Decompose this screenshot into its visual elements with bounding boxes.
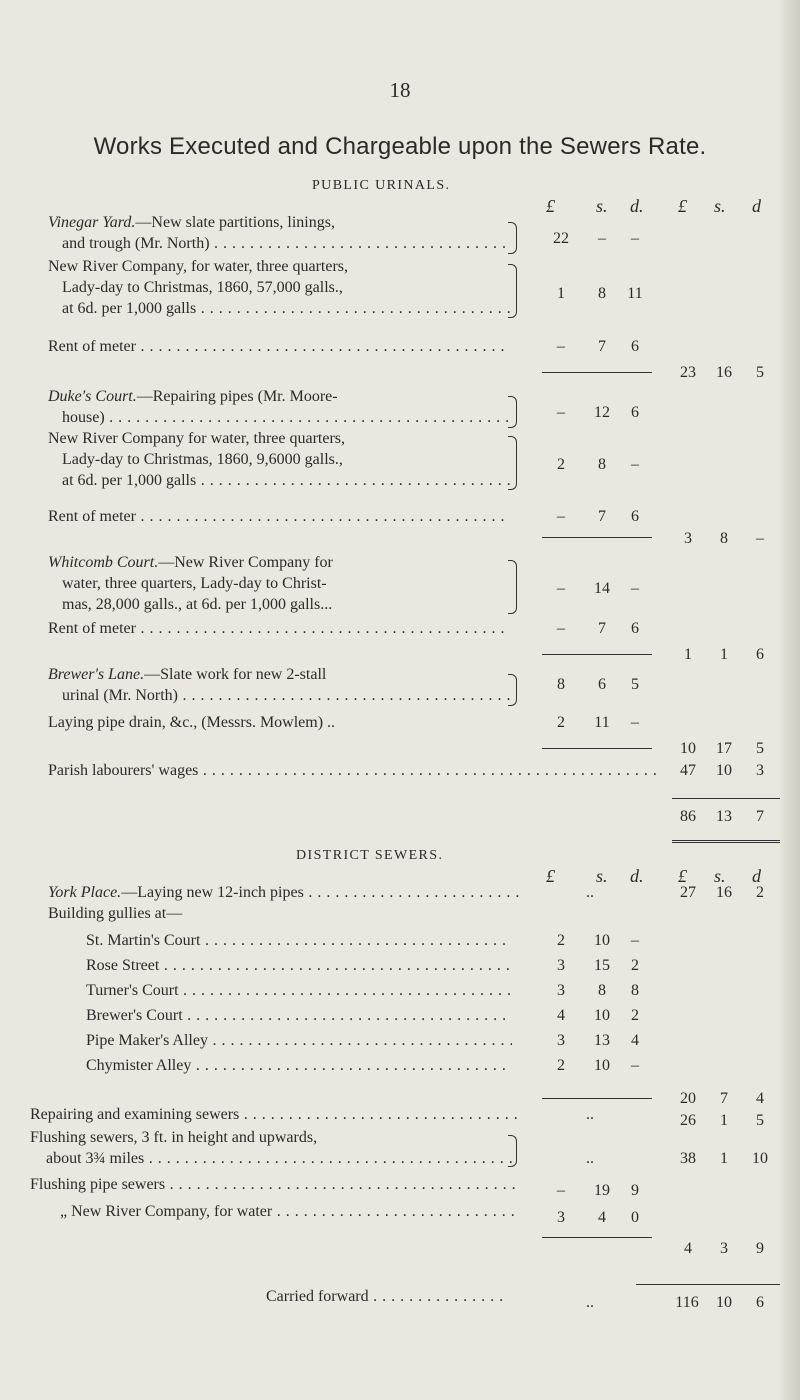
- entry-text: —Repairing pipes (Mr. Moore-: [136, 388, 338, 405]
- brace: [508, 264, 517, 318]
- entry-text: Rent of meter: [48, 338, 136, 355]
- amount-shillings: 10: [716, 762, 732, 779]
- amount-pence: –: [631, 1057, 639, 1074]
- amount-pounds: 116: [675, 1294, 699, 1311]
- amount-shillings: 15: [594, 957, 610, 974]
- amount-shillings: 16: [716, 364, 732, 381]
- col-head-shillings-2: s.: [714, 866, 726, 886]
- amount-pence: 9: [756, 1240, 764, 1257]
- amount-pounds: 4: [557, 1007, 565, 1024]
- amount-shillings: 17: [716, 740, 732, 757]
- amount-shillings: 10: [716, 1294, 732, 1311]
- amount-pence: –: [631, 714, 639, 731]
- place-name: Whitcomb Court.: [48, 554, 159, 571]
- amount-pence: –: [756, 530, 764, 547]
- placeholder-dots: ..: [586, 1150, 594, 1167]
- entry-text: urinal (Mr. North): [62, 687, 178, 704]
- section-heading-public-urinals: PUBLIC URINALS.: [312, 178, 451, 193]
- brace: [508, 560, 517, 614]
- placeholder-dots: ..: [586, 1106, 594, 1123]
- page-title: Works Executed and Chargeable upon the Sewers Rate.: [93, 133, 707, 160]
- col-head-pounds-2: £: [678, 866, 687, 886]
- amount-pence: 10: [752, 1150, 768, 1167]
- entry-text: Rent of meter: [48, 508, 136, 525]
- col-head-shillings-1: s.: [596, 866, 608, 886]
- amount-pence: 0: [631, 1209, 639, 1226]
- entry-text: „ New River Company, for water: [60, 1203, 273, 1220]
- amount-shillings: 10: [594, 1007, 610, 1024]
- entry-text: —Slate work for new 2-stall: [144, 666, 327, 683]
- entry-text: at 6d. per 1,000 galls: [62, 300, 197, 317]
- col-head-pence-2: d: [752, 866, 761, 886]
- amount-pence: 6: [631, 404, 639, 421]
- amount-pence: –: [631, 932, 639, 949]
- amount-pence: 5: [756, 740, 764, 757]
- placeholder-dots: ..: [586, 884, 594, 901]
- amount-pence: 8: [631, 982, 639, 999]
- subtotal-rule: [542, 748, 652, 749]
- col-head-shillings-1: s.: [596, 196, 608, 216]
- col-head-pence-2: d: [752, 196, 761, 216]
- entry-text: and trough (Mr. North): [62, 235, 210, 252]
- amount-pence: –: [631, 230, 639, 247]
- subtotal-rule: [542, 537, 652, 538]
- amount-pence: 6: [631, 620, 639, 637]
- amount-pence: 3: [756, 762, 764, 779]
- entry-text: New River Company for water, three quarters,: [48, 430, 346, 447]
- amount-shillings: 7: [598, 620, 606, 637]
- subtotal-rule: [542, 372, 652, 373]
- entry-text: Flushing pipe sewers: [30, 1176, 166, 1193]
- gully-name: St. Martin's Court: [86, 932, 201, 949]
- amount-pence: 6: [631, 508, 639, 525]
- amount-pence: 6: [631, 338, 639, 355]
- amount-shillings: 16: [716, 884, 732, 901]
- amount-shillings: 8: [598, 456, 606, 473]
- amount-pence: 5: [631, 676, 639, 693]
- subtotal-rule: [542, 1237, 652, 1238]
- amount-shillings: 6: [598, 676, 606, 693]
- placeholder-dots: ..: [586, 1294, 594, 1311]
- amount-shillings: 12: [594, 404, 610, 421]
- entry-text: —Laying new 12-inch pipes: [121, 884, 304, 901]
- gullies-heading: Building gullies at—: [48, 905, 183, 922]
- amount-shillings: 8: [598, 982, 606, 999]
- amount-pence: 5: [756, 364, 764, 381]
- place-name: York Place.: [48, 884, 122, 901]
- amount-pence: 7: [756, 808, 764, 825]
- gully-name: Rose Street: [86, 957, 160, 974]
- entry-text: Lady-day to Christmas, 1860, 9,6000 galls.,: [62, 451, 343, 468]
- amount-pounds: 3: [557, 1209, 565, 1226]
- brace: [508, 222, 517, 254]
- amount-shillings: 1: [720, 646, 728, 663]
- amount-shillings: 10: [594, 932, 610, 949]
- amount-pounds: 1: [684, 646, 692, 663]
- amount-pounds: –: [557, 338, 565, 355]
- amount-pounds: 47: [680, 762, 696, 779]
- amount-pounds: 3: [557, 1032, 565, 1049]
- amount-pounds: 2: [557, 456, 565, 473]
- entry-text: Rent of meter: [48, 620, 136, 637]
- brace: [508, 674, 517, 706]
- entry-text: Parish labourers' wages: [48, 762, 199, 779]
- col-head-pounds-1: £: [546, 196, 555, 216]
- place-name: Brewer's Lane.: [48, 666, 145, 683]
- col-head-shillings-2: s.: [714, 196, 726, 216]
- amount-pence: 5: [756, 1112, 764, 1129]
- amount-shillings: 1: [720, 1112, 728, 1129]
- entry-text: Repairing and examining sewers: [30, 1106, 240, 1123]
- page-edge-shadow: [778, 0, 800, 1400]
- entry-text: about 3¾ miles: [46, 1150, 145, 1167]
- gully-name: Chymister Alley: [86, 1057, 192, 1074]
- amount-pounds: 1: [557, 285, 565, 302]
- col-head-pence-1: d.: [630, 866, 644, 886]
- amount-pounds: 4: [684, 1240, 692, 1257]
- amount-shillings: 4: [598, 1209, 606, 1226]
- amount-shillings: 10: [594, 1057, 610, 1074]
- section-heading-district-sewers: DISTRICT SEWERS.: [296, 848, 444, 863]
- amount-pence: 4: [756, 1090, 764, 1107]
- amount-pounds: –: [557, 508, 565, 525]
- amount-pounds: 8: [557, 676, 565, 693]
- total-double-rule: [672, 840, 780, 843]
- place-name: Vinegar Yard.: [48, 214, 136, 231]
- amount-pounds: –: [557, 620, 565, 637]
- amount-shillings: 11: [594, 714, 610, 731]
- amount-pounds: 3: [557, 957, 565, 974]
- amount-shillings: 14: [594, 580, 610, 597]
- amount-shillings: 7: [598, 338, 606, 355]
- col-head-pounds-1: £: [546, 866, 555, 886]
- amount-pence: 6: [756, 1294, 764, 1311]
- amount-shillings: 19: [594, 1182, 610, 1199]
- amount-shillings: 13: [716, 808, 732, 825]
- total-rule: [636, 1284, 780, 1285]
- total-rule: [672, 798, 780, 799]
- amount-pounds: 26: [680, 1112, 696, 1129]
- amount-pounds: 2: [557, 1057, 565, 1074]
- entry-text: Lady-day to Christmas, 1860, 57,000 galls.,: [62, 279, 343, 296]
- entry-text: water, three quarters, Lady-day to Christ-: [62, 575, 327, 592]
- amount-shillings: 8: [720, 530, 728, 547]
- page-number: 18: [389, 78, 411, 102]
- amount-pence: 6: [756, 646, 764, 663]
- amount-pence: –: [631, 580, 639, 597]
- amount-shillings: 1: [720, 1150, 728, 1167]
- amount-shillings: 8: [598, 285, 606, 302]
- amount-pence: 9: [631, 1182, 639, 1199]
- brace: [508, 1135, 517, 1167]
- amount-pounds: –: [557, 1182, 565, 1199]
- entry-text: Laying pipe drain, &c., (Messrs. Mowlem) ..: [48, 714, 336, 731]
- amount-pounds: –: [557, 580, 565, 597]
- amount-shillings: 7: [598, 508, 606, 525]
- entry-text: Flushing sewers, 3 ft. in height and upwards,: [30, 1129, 318, 1146]
- amount-pounds: 3: [557, 982, 565, 999]
- amount-shillings: 7: [720, 1090, 728, 1107]
- col-head-pounds-2: £: [678, 196, 687, 216]
- amount-pounds: 86: [680, 808, 696, 825]
- amount-shillings: 3: [720, 1240, 728, 1257]
- entry-text: at 6d. per 1,000 galls: [62, 472, 197, 489]
- gully-name: Turner's Court: [86, 982, 179, 999]
- amount-pounds: 23: [680, 364, 696, 381]
- place-name: Duke's Court.: [48, 388, 137, 405]
- amount-pence: 11: [627, 285, 643, 302]
- brace: [508, 396, 517, 428]
- entry-text: mas, 28,000 galls., at 6d. per 1,000 galls...: [62, 596, 333, 613]
- amount-shillings: –: [598, 230, 606, 247]
- amount-pence: 2: [631, 957, 639, 974]
- gully-name: Pipe Maker's Alley: [86, 1032, 208, 1049]
- amount-pounds: 38: [680, 1150, 696, 1167]
- amount-pounds: 2: [557, 932, 565, 949]
- amount-pence: 2: [631, 1007, 639, 1024]
- entry-text: house): [62, 409, 105, 426]
- gully-name: Brewer's Court: [86, 1007, 183, 1024]
- amount-pounds: –: [557, 404, 565, 421]
- entry-text: New River Company, for water, three quarters,: [48, 258, 348, 275]
- carried-forward-label: Carried forward: [266, 1288, 369, 1305]
- amount-pence: 4: [631, 1032, 639, 1049]
- amount-pounds: 27: [680, 884, 696, 901]
- amount-pounds: 20: [680, 1090, 696, 1107]
- brace: [508, 436, 517, 490]
- amount-pounds: 2: [557, 714, 565, 731]
- amount-pence: –: [631, 456, 639, 473]
- amount-pounds: 22: [553, 230, 569, 247]
- entry-text: —New slate partitions, linings,: [135, 214, 335, 231]
- amount-pence: 2: [756, 884, 764, 901]
- subtotal-rule: [542, 654, 652, 655]
- amount-shillings: 13: [594, 1032, 610, 1049]
- subtotal-rule: [542, 1098, 652, 1099]
- amount-pounds: 3: [684, 530, 692, 547]
- col-head-pence-1: d.: [630, 196, 644, 216]
- amount-pounds: 10: [680, 740, 696, 757]
- entry-text: —New River Company for: [158, 554, 333, 571]
